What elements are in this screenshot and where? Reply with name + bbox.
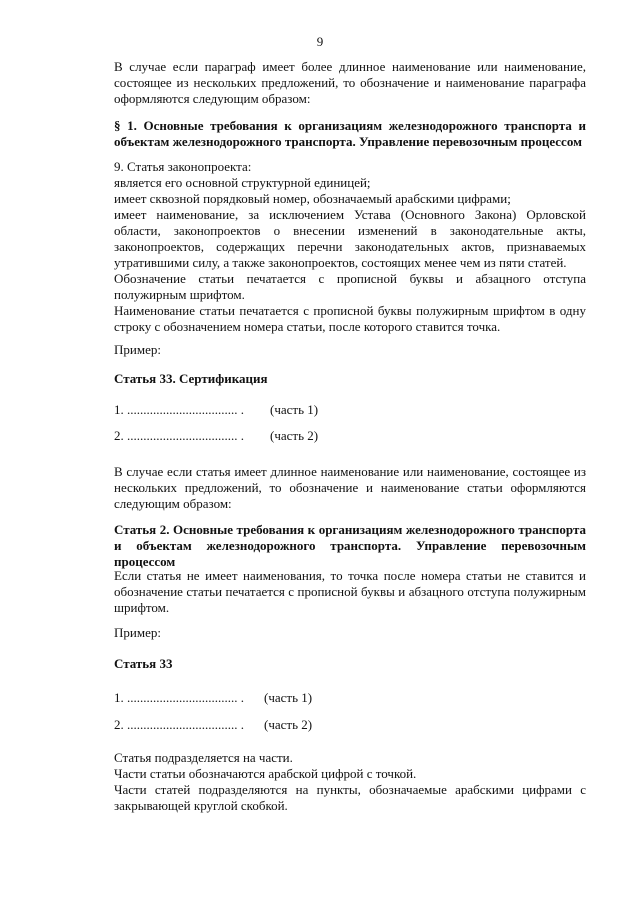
item-number: 2. .................................. .: [114, 717, 244, 732]
item-part: (часть 2): [264, 717, 313, 732]
item-number: 1. .................................. .: [114, 402, 244, 417]
list-item: [114, 402, 318, 428]
heading-paragraph-example: § 1. Основные требования к организациям железнодорожного транспорта и объектам железнодорожного транспорта. Управление перевозочным процессом: [114, 118, 586, 149]
paragraph-intro: В случае если параграф имеет более длинное наименование или наименование, состоящее из нескольких предложений, то обозначение и наименование параграфа оформляются следующим образом:: [114, 59, 586, 106]
item-number: 1. .................................. .: [114, 690, 244, 705]
page-number: 9: [316, 34, 324, 49]
list-item: [114, 428, 318, 444]
list-intro: 9. Статья законопроекта:: [114, 159, 252, 174]
list-item: является его основной структурной единицей;: [114, 175, 371, 190]
list-item: имеет наименование, за исключением Устава (Основного Закона) Орловской области, законопроектов о внесении изменений в законодательные акты, законопроектов, содержащих перечни законодательных актов, признаваемых утратившими силу, а также законопроектов, состоящих менее чем из пяти статей.: [114, 207, 586, 270]
list-item: [114, 690, 312, 717]
paragraph-bold-rule: Обозначение статьи печатается с прописной буквы и абзацного отступа полужирным шрифтом.: [114, 271, 586, 302]
item-part: (часть 1): [270, 402, 319, 417]
paragraph-long-name: В случае если статья имеет длинное наименование или наименование, состоящее из нескольких предложений, то обозначение и наименование статьи оформляются следующим образом:: [114, 464, 586, 511]
item-number: 2. .................................. .: [114, 428, 244, 443]
paragraph-name-rule: Наименование статьи печатается с прописной буквы полужирным шрифтом в одну строку с обозначением номера статьи, после которого ставится точка.: [114, 303, 586, 334]
list-item: имеет сквозной порядковый номер, обозначаемый арабскими цифрами;: [114, 191, 511, 206]
example-label: Пример:: [114, 342, 161, 357]
paragraph-tail: Части статьи обозначаются арабской цифрой с точкой.: [114, 766, 417, 781]
paragraph-no-name: Если статья не имеет наименования, то точка после номера статьи не ставится и обозначение статьи печатается с прописной буквы и абзацного отступа полужирным шрифтом.: [114, 568, 586, 615]
list-item: [114, 717, 312, 733]
article-properties-list: [114, 159, 586, 335]
example-items: [114, 690, 312, 733]
example-label: Пример:: [114, 625, 161, 640]
example-title: Статья 33: [114, 656, 173, 671]
item-part: (часть 1): [264, 690, 313, 705]
paragraph-tail: Части статей подразделяются на пункты, обозначаемые арабскими цифрами с закрывающей круглой скобкой.: [114, 782, 586, 813]
example-title: Статья 33. Сертификация: [114, 371, 268, 386]
paragraph-tail: Статья подразделяется на части.: [114, 750, 293, 765]
example-items: [114, 402, 318, 444]
tail-paragraphs: [114, 750, 586, 814]
heading-article-example: Статья 2. Основные требования к организациям железнодорожного транспорта и объектам железнодорожного транспорта. Управление перевозочным процессом: [114, 522, 586, 569]
item-part: (часть 2): [270, 428, 319, 443]
